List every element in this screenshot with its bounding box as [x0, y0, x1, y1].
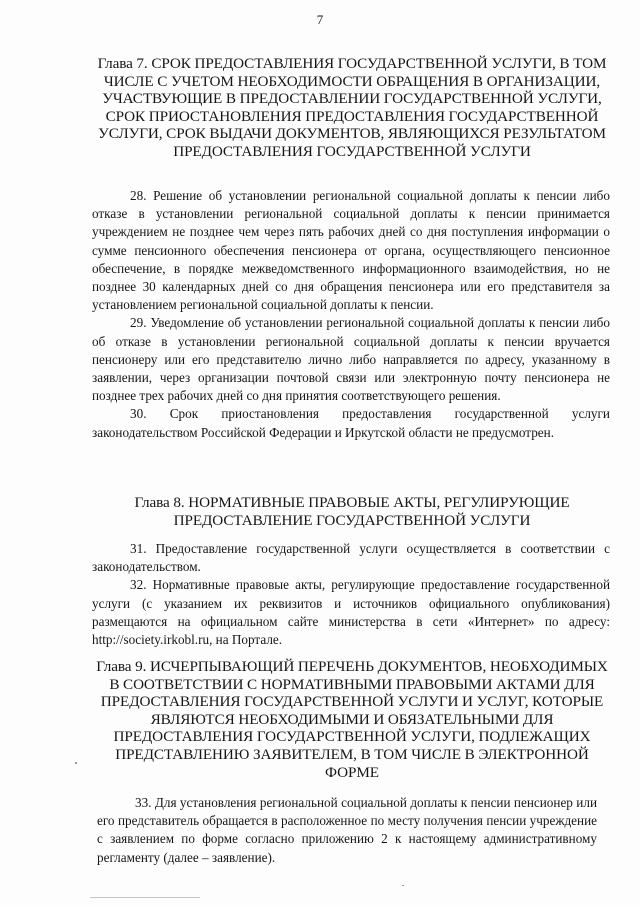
paragraph-28: 28. Решение об установлении региональной социальной доплаты к пенсии либо отказе в установлении региональной социальной доплаты к пенсии принимается учреждением не позднее чем через пять рабочих дней со дня поступления информации о сумме пенсионного обеспечения пенсионера от органа, осуществляющего пенсионное обеспечение, в порядке межведомственного информационного взаимодействия, но не позднее 30 календарных дней со дня обращения пенсионера или его представителя за установлением региональной социальной доплаты к пенсии. [92, 188, 610, 313]
chapter-9-body [97, 794, 597, 867]
scan-speck [402, 885, 404, 886]
chapter-9-heading: Глава 9. ИСЧЕРПЫВАЮЩИЙ ПЕРЕЧЕНЬ ДОКУМЕНТОВ, НЕОБХОДИМЫХ В СООТВЕТСТВИИ С НОРМАТИВНЫМИ ПРАВОВЫМИ АКТАМИ ДЛЯ ПРЕДОСТАВЛЕНИЯ ГОСУДАРСТВЕННОЙ УСЛУГИ И УСЛУГ, КОТОРЫЕ ЯВЛЯЮТСЯ НЕОБХОДИМЫМИ И ОБЯЗАТЕЛЬНЫМИ ДЛЯ ПРЕДОСТАВЛЕНИЯ ГОСУДАРСТВЕННОЙ УСЛУГИ, ПОДЛЕЖАЩИХ ПРЕДСТАВЛЕНИЮ ЗАЯВИТЕЛЕМ, В ТОМ ЧИСЛЕ В ЭЛЕКТРОННОЙ ФОРМЕ [96, 658, 608, 781]
chapter-7-heading: Глава 7. СРОК ПРЕДОСТАВЛЕНИЯ ГОСУДАРСТВЕННОЙ УСЛУГИ, В ТОМ ЧИСЛЕ С УЧЕТОМ НЕОБХОДИМОСТИ ОБРАЩЕНИЯ В ОРГАНИЗАЦИИ, УЧАСТВУЮЩИЕ В ПРЕДОСТАВЛЕНИИ ГОСУДАРСТВЕННОЙ УСЛУГИ, СРОК ПРИОСТАНОВЛЕНИЯ ПРЕДОСТАВЛЕНИЯ ГОСУДАРСТВЕННОЙ УСЛУГИ, СРОК ВЫДАЧИ ДОКУМЕНТОВ, ЯВЛЯЮЩИХСЯ РЕЗУЛЬТАТОМ ПРЕДОСТАВЛЕНИЯ ГОСУДАРСТВЕННОЙ УСЛУГИ [97, 55, 607, 160]
paragraph-33: 33. Для установления региональной социальной доплаты к пенсии пенсионер или его представитель обращается в расположенное по месту получения пенсии учреждение с заявлением по форме согласно приложению 2 к настоящему административному регламенту (далее – заявление). [97, 795, 597, 865]
paragraph-30: 30. Срок приостановления предоставления государственной услуги законодательством Российской Федерации и Иркутской области не предусмотрен. [92, 406, 610, 440]
chapter-8-body [92, 540, 610, 649]
scan-speck [75, 762, 77, 764]
paragraph-32: 32. Нормативные правовые акты, регулирующие предоставление государственной услуги (с указанием их реквизитов и источников официального опубликования) размещаются на официальном сайте министерства в сети «Интернет» по адресу: http://society.irkobl.ru, на Портале. [92, 577, 610, 648]
scan-edge-mark [90, 897, 200, 898]
page-number: 7 [316, 12, 324, 27]
paragraph-31: 31. Предоставление государственной услуги осуществляется в соответствии с законодательством. [92, 541, 610, 575]
paragraph-29: 29. Уведомление об установлении региональной социальной доплаты к пенсии либо об отказе в установлении региональной социальной доплаты к пенсии вручается пенсионеру или его представителю лично либо направляется по адресу, указанному в заявлении, через организации почтовой связи или электронную почту пенсионера не позднее трех рабочих дней со дня принятия соответствующего решения. [92, 315, 610, 404]
chapter-7-body [92, 187, 610, 442]
chapter-8-heading: Глава 8. НОРМАТИВНЫЕ ПРАВОВЫЕ АКТЫ, РЕГУЛИРУЮЩИЕ ПРЕДОСТАВЛЕНИЕ ГОСУДАРСТВЕННОЙ УСЛУГИ [134, 494, 570, 529]
